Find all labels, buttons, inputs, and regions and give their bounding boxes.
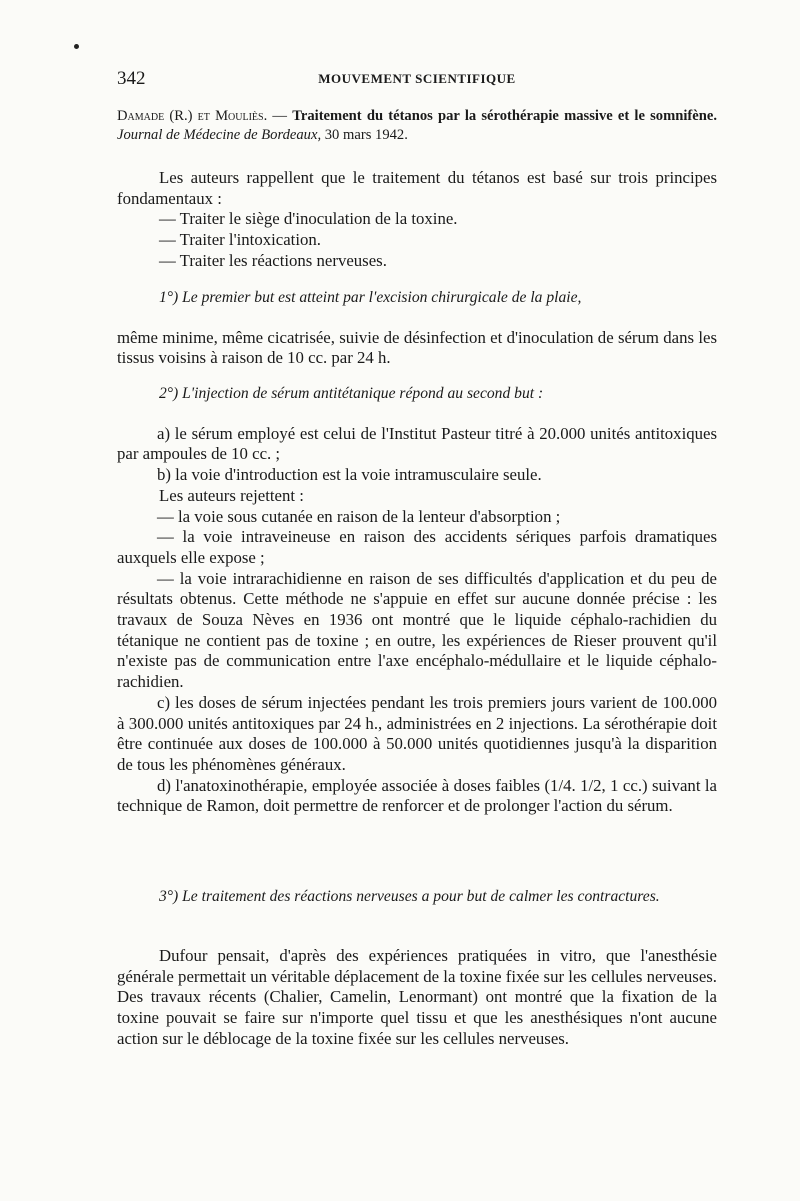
- bibliographic-reference: [117, 107, 717, 145]
- section-1-text: même minime, même cicatrisée, suivie de désinfection et d'inoculation de sérum dans les tissus voisins à raison de 10 cc. par 24 h.: [117, 327, 717, 368]
- principle-item: — Traiter les réactions nerveuses.: [159, 250, 387, 270]
- intro-block: [117, 168, 717, 272]
- final-paragraph: Dufour pensait, d'après des expériences pratiquées in vitro, que l'anesthésie générale permettait un véritable déplacement de la toxine fixée sur les cellules nerveuses. Des travaux récents (Chalier, Camelin, Lenormant) ont montré que la fixation de la toxine pouvait se faire sur n'importe quel tissu et que les anesthésiques n'ont aucune action sur le déblocage de la toxine fixée sur les cellules nerveuses.: [117, 946, 717, 1048]
- section-2-item-c: c) les doses de sérum injectées pendant les trois premiers jours varient de 100.000 à 300.000 unités antitoxiques par 24 h., administrées en 2 injections. La sérothérapie doit être continuée aux doses de 100.000 à 50.000 unités quotidiennes jusqu'à la disparition de tous les phénomènes généraux.: [117, 692, 717, 774]
- intro-paragraph: Les auteurs rappellent que le traitement du tétanos est basé sur trois principes fondamentaux :: [117, 168, 717, 208]
- section-3-heading: 3°) Le traitement des réactions nerveuses a pour but de calmer les contractures.: [159, 888, 660, 905]
- principle-item: — Traiter le siège d'inoculation de la toxine.: [159, 209, 458, 229]
- section-1-heading: 1°) Le premier but est atteint par l'excision chirurgicale de la plaie,: [159, 289, 582, 306]
- page-number: 342: [117, 68, 146, 89]
- section-2-heading: 2°) L'injection de sérum antitétanique répond au second but :: [159, 385, 544, 402]
- section-2-reject-item: — la voie intrarachidienne en raison de ses difficultés d'application et du peu de résultats obtenus. Cette méthode ne s'appuie en effet sur aucune donnée précise : les travaux de Souza Nèves en 1936 ont montré que le liquide céphalo-rachidien du tétanique ne contient pas de toxine ; en outre, les expériences de Rieser prouvent qu'il n'existe pas de communication entre l'axe encéphalo-médullaire et le liquide céphalo-rachidien.: [117, 568, 717, 692]
- page-header: [117, 68, 717, 92]
- section-2-item-b: b) la voie d'introduction est la voie intramusculaire seule.: [157, 465, 542, 485]
- section-2-reject-item: — la voie intraveineuse en raison des accidents sériques parfois dramatiques auxquels elle expose ;: [117, 527, 717, 567]
- section-3: [117, 887, 717, 908]
- running-title: MOUVEMENT SCIENTIFIQUE: [318, 71, 516, 86]
- reference-authors: Damade (R.) et Mouliès.: [117, 108, 268, 124]
- section-2-reject-item: — la voie sous cutanée en raison de la lenteur d'absorption ;: [157, 506, 561, 526]
- section-2-item-d: d) l'anatoxinothérapie, employée associée à doses faibles (1/4. 1/2, 1 cc.) suivant la technique de Ramon, doit permettre de renforcer et de prolonger l'action du sérum.: [117, 775, 717, 816]
- section-1: [117, 288, 717, 369]
- section-2-item-a: a) le sérum employé est celui de l'Institut Pasteur titré à 20.000 unités antitoxiques par ampoules de 10 cc. ;: [117, 423, 717, 464]
- reference-journal: Journal de Médecine de Bordeaux,: [117, 127, 322, 143]
- final-block: [117, 946, 717, 1050]
- reference-dash: —: [267, 108, 293, 124]
- reference-date: 30 mars 1942.: [321, 127, 408, 143]
- section-2-reject-intro: Les auteurs rejettent :: [159, 485, 304, 505]
- reference-title: Traitement du tétanos par la sérothérapie massive et le somnifène.: [292, 108, 718, 124]
- page-speck: [74, 44, 79, 49]
- principle-item: — Traiter l'intoxication.: [159, 230, 321, 250]
- section-2: [117, 384, 717, 817]
